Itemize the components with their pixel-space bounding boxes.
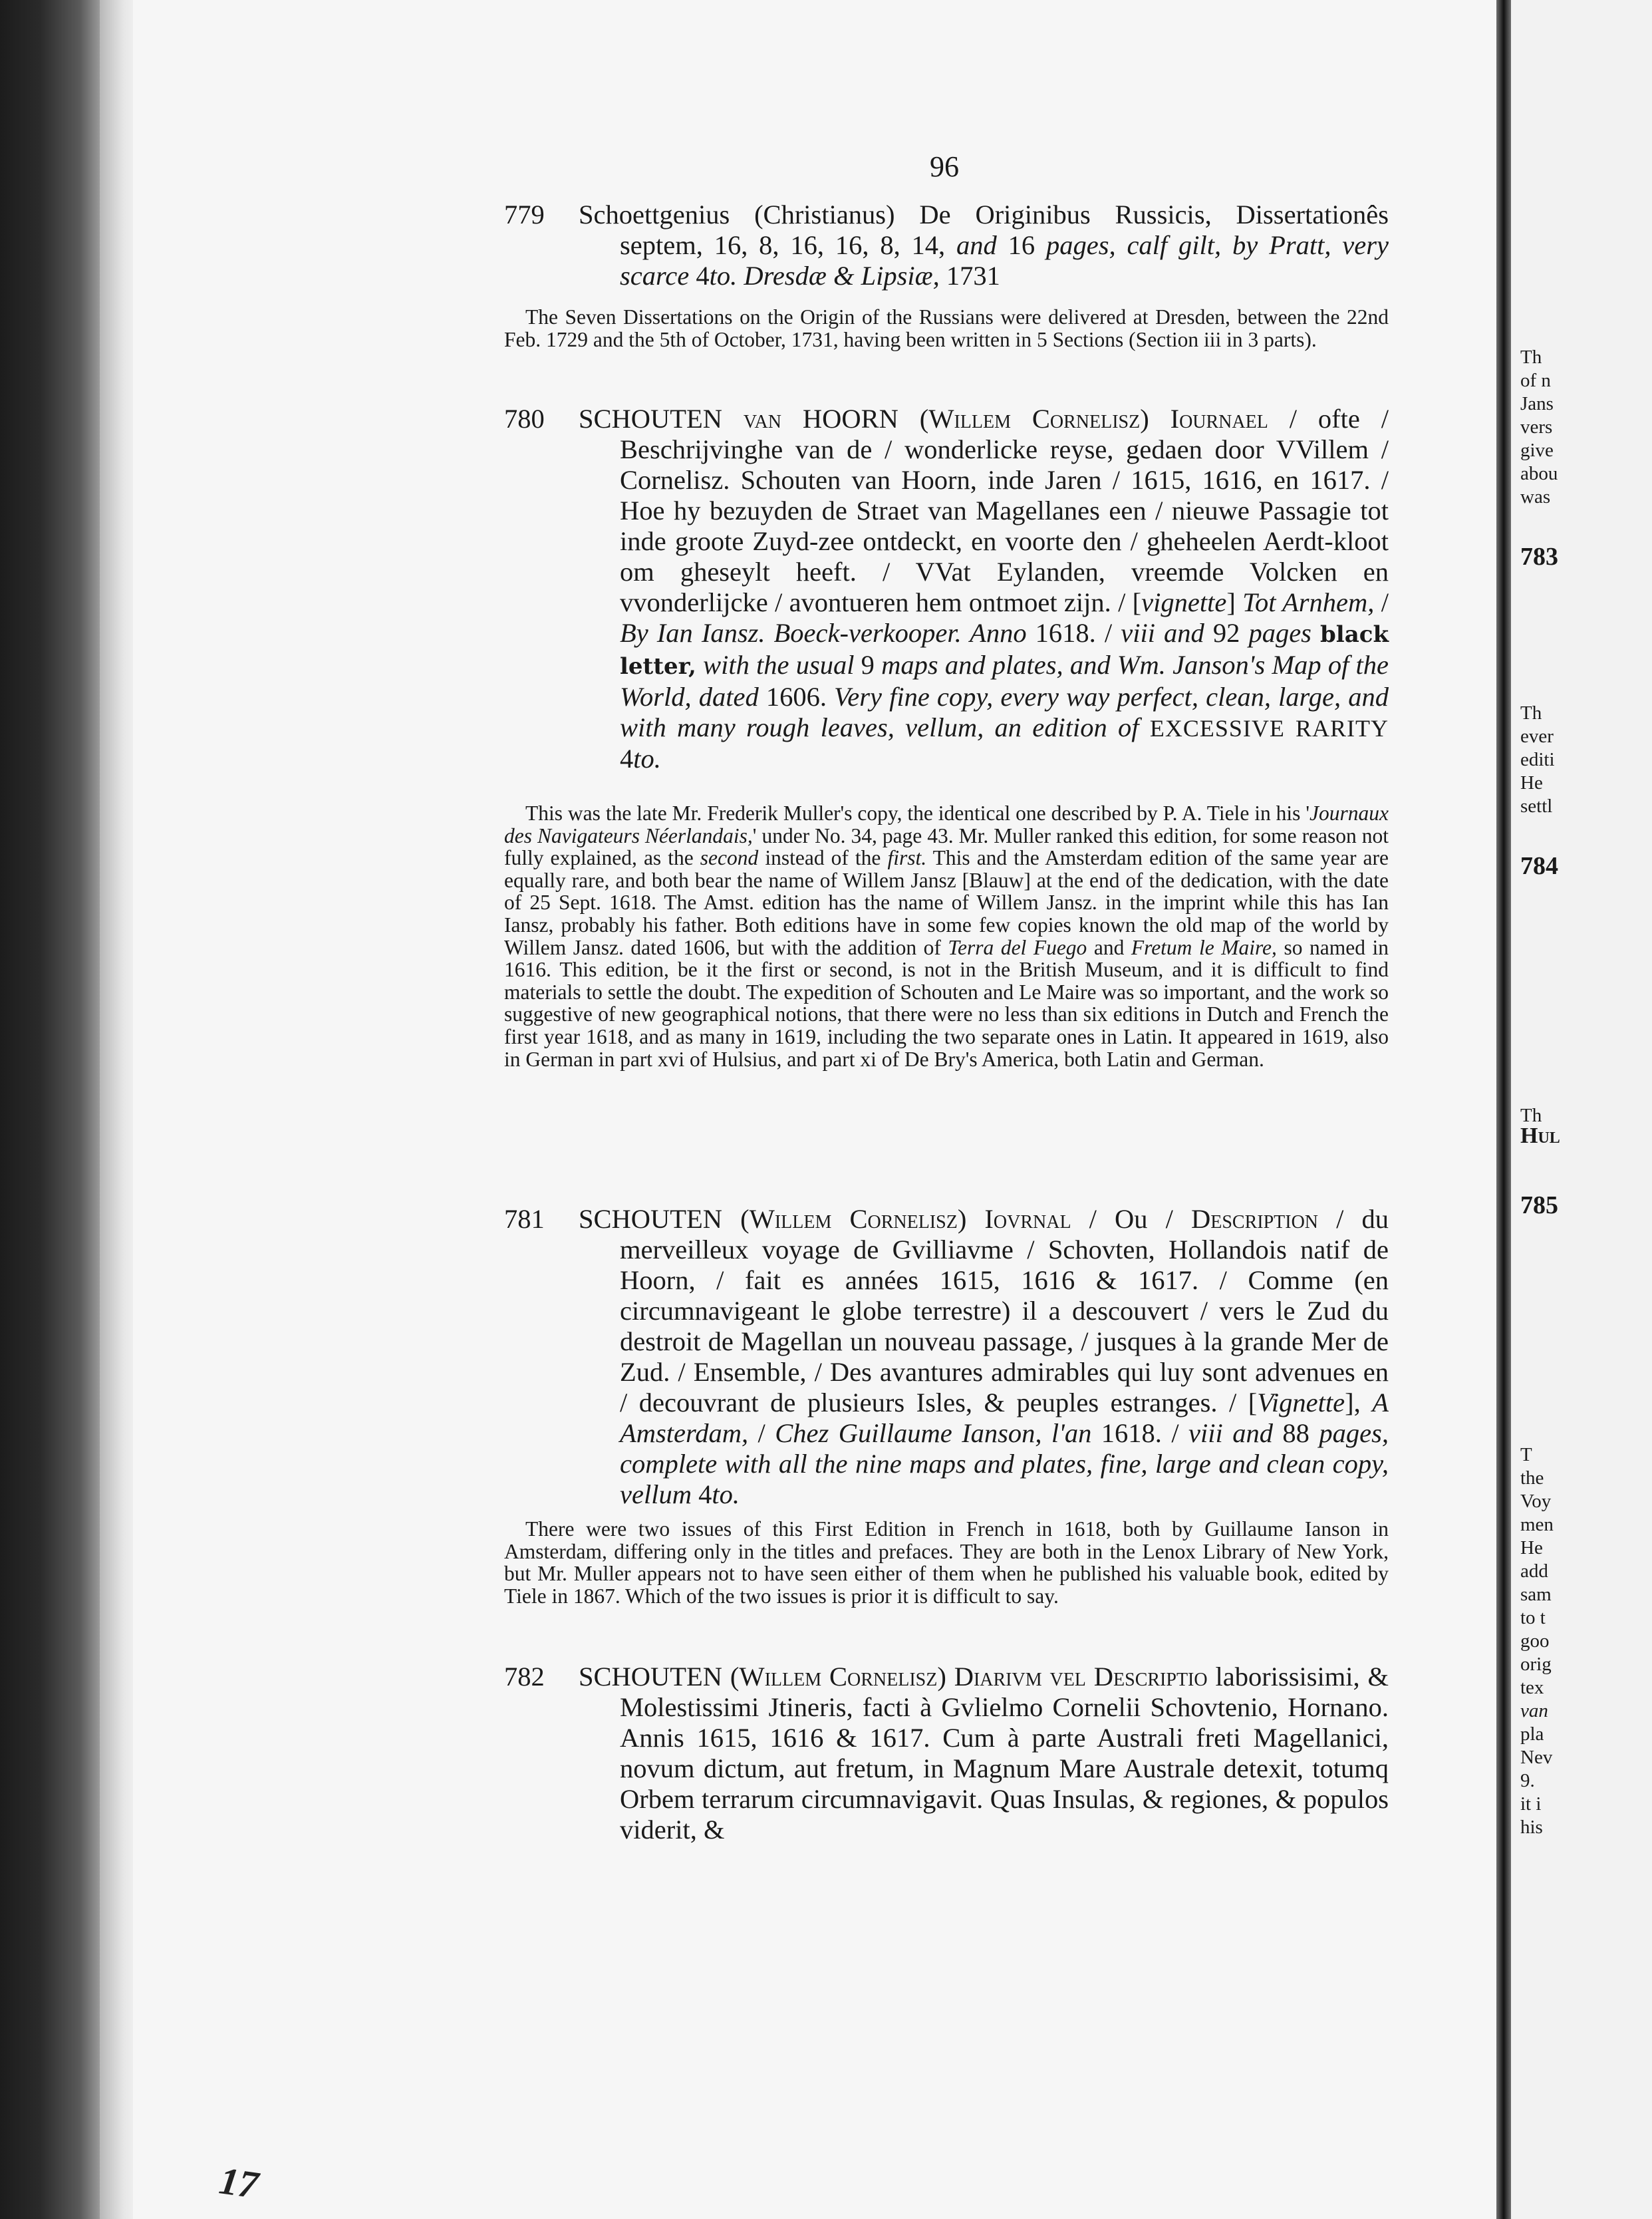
adjacent-page-fragment: ever	[1520, 726, 1554, 747]
text-run: ]	[1226, 587, 1243, 617]
text-run: SCHOUTEN (	[579, 1204, 750, 1234]
text-run: SCHOUTEN (	[579, 1662, 740, 1692]
text-run: viii and	[1121, 618, 1204, 648]
text-run: pages	[1248, 618, 1311, 648]
text-run: 4	[620, 744, 634, 774]
catalogue-entry-782	[504, 1662, 1389, 1845]
text-run: with the usual	[703, 650, 855, 680]
entry-note-780	[504, 802, 1389, 1070]
text-run: HOORN (	[781, 404, 929, 434]
adjacent-page-fragment: it i	[1520, 1793, 1542, 1815]
adjacent-page-fragment: pla	[1520, 1723, 1544, 1745]
text-run: Iovrnal	[984, 1204, 1071, 1234]
text-run: Willem Cornelisz	[749, 1204, 958, 1234]
text-run	[696, 650, 703, 680]
adjacent-page-fragment: T	[1520, 1444, 1532, 1465]
adjacent-page-fragment: abou	[1520, 463, 1558, 484]
adjacent-page-fragment: add	[1520, 1560, 1548, 1582]
text-run: black letter,	[620, 621, 1389, 680]
text-run: 4	[689, 261, 710, 291]
text-run	[1311, 618, 1320, 648]
text-run: Schoettgenius (Christianus) De Originibus Russicis, Dissertationês septem, 16, 8, 16, 16, 8, 14,	[579, 200, 1389, 260]
catalogue-entry-780	[504, 404, 1389, 774]
adjacent-page-fragment: Th	[1520, 347, 1542, 368]
adjacent-page-fragment: editi	[1520, 749, 1555, 770]
entry-number: 782	[504, 1662, 545, 1692]
text-run: Willem Cornelisz	[928, 404, 1141, 434]
text-run: Fretum le Maire,	[1131, 935, 1277, 959]
text-run: This was the late Mr. Frederik Muller's copy, the identical one described by P. A. Tiele in his '	[525, 802, 1310, 825]
adjacent-page-fragment: 784	[1520, 852, 1558, 880]
text-run: Vignette	[1257, 1388, 1345, 1417]
text-run	[1139, 712, 1150, 742]
adjacent-page-fragment: Voy	[1520, 1491, 1552, 1512]
adjacent-page-fragment: orig	[1520, 1654, 1552, 1675]
text-run: Terra del Fuego	[948, 935, 1087, 959]
entry-number: 781	[504, 1204, 545, 1234]
text-run: so named in 1616. This edition, be it the first or second, is not in the British Museum, and it is difficult to find materials to settle the doubt. The expedition of Schouten and Le Maire was so important, and the work so suggestive of new geographical notions, that there were no less than six editions in Dutch and French the first year 1618, and as many in 1619, including the two separate ones in Latin. It appeared in 1619, also in German in part xvi of Hulsius, and part xi of De Bry's America, both Latin and German.	[504, 935, 1389, 1071]
adjacent-page-fragment: 783	[1520, 543, 1558, 571]
text-run: Very fine copy, every way perfect, clean, large, and with many rough leaves, vellum, an edition of	[620, 682, 1389, 742]
text-run: 1606.	[758, 682, 835, 712]
catalogue-entry-781	[504, 1204, 1389, 1510]
adjacent-page-fragment: settl	[1520, 796, 1553, 817]
adjacent-page-fragment: his	[1520, 1817, 1543, 1838]
adjacent-page-fragment: Th	[1520, 702, 1542, 724]
text-run: / du merveilleux voyage de Gvilliavme / Schovten, Hollandois natif de Hoorn, / fait es années 1615, 1616 & 1617. / Comme (en circumnavigeant le globe terrestre) il a descouvert / vers le Zud du destroit de Magellan un nouveau passage, / jusques à la grande Mer de Zud. / Ensemble, / Des avantures admirables qui luy sont advenues en / decouvrant de plusieurs Isles, & peuples estranges. / [	[620, 1204, 1389, 1417]
text-run: pages, complete with all the nine maps and plates, fine, large and clean copy, vellum	[620, 1418, 1389, 1509]
text-run: Journaux des Navigateurs Néerlandais,	[504, 802, 1389, 847]
adjacent-page-fragment: was	[1520, 486, 1551, 508]
adjacent-page-fragment: He	[1520, 1537, 1543, 1558]
text-run: 4	[691, 1479, 712, 1509]
text-run: instead of the	[758, 846, 888, 870]
text-run: Iournael	[1170, 404, 1268, 434]
text-run: By Ian Iansz. Boeck-verkooper. Anno	[620, 618, 1027, 648]
catalogue-entry-779	[504, 200, 1389, 291]
text-run: 9	[854, 650, 882, 680]
entry-number: 779	[504, 200, 545, 229]
text-run: and	[956, 230, 997, 260]
adjacent-page-fragment: the	[1520, 1467, 1544, 1489]
text-run: Diarivm vel Descriptio	[954, 1662, 1208, 1692]
entry-description	[579, 404, 1389, 774]
text-run: /	[1374, 587, 1389, 617]
adjacent-page-fragment: give	[1520, 440, 1554, 461]
text-run: 92	[1204, 618, 1249, 648]
text-run: ' under No. 34, page 43. Mr. Muller ranked this edition, for some reason not fully explained, as the	[504, 823, 1389, 870]
adjacent-page-fragment: 785	[1520, 1191, 1558, 1219]
text-run: to.	[633, 744, 661, 774]
text-run: pages, calf gilt, by Pratt, very scarce	[620, 230, 1389, 291]
scan-shadow-left	[0, 0, 100, 2219]
adjacent-page-fragment: sam	[1520, 1584, 1552, 1605]
text-run: Willem Cornelisz	[739, 1662, 938, 1692]
text-run: 16	[996, 230, 1046, 260]
entry-description	[579, 1662, 1389, 1845]
text-run: )	[1140, 404, 1170, 434]
adjacent-page-fragment: goo	[1520, 1630, 1550, 1652]
entry-note-781: There were two issues of this First Edition in French in 1618, both by Guillaume Ianson in Amsterdam, differing only in the titles and prefaces. They are both in the Lenox Library of New York, but Mr. Muller appears not to have seen either of them when he published his valuable book, edited by Tiele in 1867. Which of the two issues is prior it is difficult to say.	[504, 1517, 1389, 1608]
text-run: )	[957, 1204, 985, 1234]
text-run: 1731	[939, 261, 1000, 291]
text-run: 1618. /	[1026, 618, 1121, 648]
text-run: A Amsterdam,	[620, 1388, 1389, 1448]
adjacent-page-fragment: Nev	[1520, 1747, 1553, 1768]
text-run: )	[937, 1662, 954, 1692]
text-run: SCHOUTEN	[579, 404, 744, 434]
entry-note-779: The Seven Dissertations on the Origin of the Russians were delivered at Dresden, between the 22nd Feb. 1729 and the 5th of October, 1731, having been written in 5 Sections (Section iii in 3 parts).	[504, 305, 1389, 351]
text-run: 88	[1272, 1418, 1319, 1448]
text-run: second	[700, 846, 759, 870]
text-run: / Ou /	[1071, 1204, 1191, 1234]
adjacent-page-fragment: 9.	[1520, 1770, 1535, 1791]
adjacent-page-fragment: tex	[1520, 1677, 1544, 1698]
page-corner-mark: 17	[216, 2158, 261, 2207]
text-run: Tot Arnhem,	[1242, 587, 1375, 617]
text-run: vignette	[1141, 587, 1227, 617]
book-gutter	[1496, 0, 1511, 2219]
text-run: /	[748, 1418, 775, 1448]
adjacent-page-fragment: vers	[1520, 416, 1553, 438]
adjacent-page-fragment: He	[1520, 772, 1543, 794]
text-run: first.	[887, 846, 927, 870]
adjacent-page-fragment: Jans	[1520, 393, 1554, 414]
entry-description	[579, 200, 1389, 291]
text-run: Description	[1190, 1204, 1319, 1234]
page-number: 96	[930, 150, 959, 183]
text-run: Chez Guillaume Ianson, l'an	[775, 1418, 1092, 1448]
adjacent-page-fragment: men	[1520, 1514, 1554, 1535]
text-run: maps and plates, and Wm. Janson's Map of the World, dated	[620, 650, 1389, 712]
adjacent-page-fragment: van	[1520, 1700, 1548, 1721]
adjacent-page-fragment: Th	[1520, 1105, 1542, 1126]
text-run: laborissisimi, & Molestissimi Jtineris, facti à Gvlielmo Cornelii Schovtenio, Hornano. Annis 1615, 1616 & 1617. Cum à parte Australi freti Magellanici, novum dictum, aut fretum, in Magnum Mare Australe detexit, totumq Orbem terrarum circumnavigavit. Quas Insulas, & regiones, & populos viderit, &	[620, 1662, 1389, 1845]
adjacent-page-fragment: to t	[1520, 1607, 1546, 1628]
text-run: to.	[712, 1479, 740, 1509]
adjacent-page-fragment: Hul	[1520, 1123, 1560, 1148]
entry-description	[579, 1204, 1389, 1510]
text-run: EXCESSIVE RARITY	[1149, 715, 1389, 742]
adjacent-page	[1511, 0, 1652, 2219]
text-run: viii and	[1188, 1418, 1273, 1448]
text-run: van	[743, 404, 781, 434]
entry-number: 780	[504, 404, 545, 434]
text-run: This and the Amsterdam edition of the same year are equally rare, and both bear the name of Willem Jansz [Blauw] at the end of the dedication, with the date of 25 Sept. 1618. The Amst. edition has the name of Willem Jansz. in the imprint while this has Ian Iansz, probably his father. Both editions have in some few copies known the old map of the world by Willem Jansz. dated 1606, but with the addition of	[504, 846, 1389, 959]
text-run: to. Dresdæ & Lipsiæ,	[709, 261, 940, 291]
text-run: / ofte / Beschrijvinghe van de / wonderlicke reyse, gedaen door VVillem / Cornelisz. Schouten van Hoorn, inde Jaren / 1615, 1616, en 1617. / Hoe hy bezuyden de Straet van Magellanes een / nieuwe Passagie tot inde groote Zuyd-zee ontdeckt, en voorte den / gheheelen Aerdt-kloot om gheseylt heeft. / VVat Eylanden, vreemde Volcken en vvonderlijcke / avontueren hem ontmoet zijn. / [	[620, 404, 1389, 617]
adjacent-page-fragment: of n	[1520, 370, 1551, 391]
text-run: ],	[1345, 1388, 1373, 1417]
text-run: 1618. /	[1091, 1418, 1189, 1448]
text-run: and	[1087, 935, 1131, 959]
